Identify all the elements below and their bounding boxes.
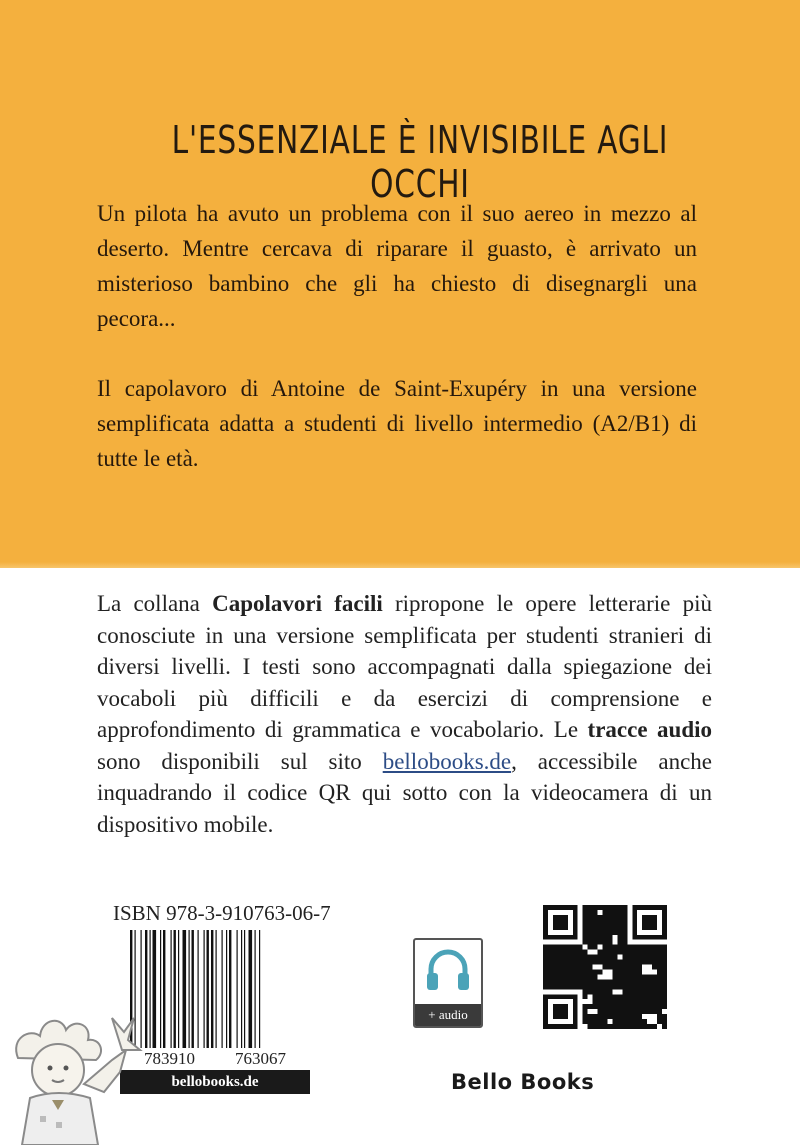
barcode-digits-right: 763067 — [235, 1049, 286, 1068]
synopsis-paragraph: Un pilota ha avuto un problema con il suo aereo in mezzo al deserto. Mentre cercava di riparare il guasto, è arrivato un misterioso bambino che gli ha chiesto di disegnargli una pecora... — [97, 201, 697, 331]
audio-badge — [413, 938, 483, 1028]
series-text-end: , accessibile anche inquadrando il codice QR qui sotto con la videocamera di un dispositivo mobile. — [97, 748, 712, 837]
edition-description-paragraph: Il capolavoro di Antoine de Saint-Exupéry in una versione semplificata adatta a studenti di livello intermedio (A2/B1) di tutte le età. — [97, 376, 697, 471]
audio-tracks-emphasis: tracce audio — [587, 717, 712, 742]
series-text-mid: ripropone le opere letterarie più conosciute in una versione semplificata per studenti stranieri di diversi livelli. I testi sono accompagnati dalla spiegazione dei vocaboli più difficili e da esercizi di comprensione e approfondimento di grammatica e vocabolario. Le — [97, 591, 712, 742]
barcode-site-label: bellobooks.de — [120, 1070, 310, 1094]
audio-badge-label: + audio — [415, 1004, 481, 1026]
series-text-site: sono disponibili sul sito — [97, 748, 383, 774]
isbn-number: ISBN 978-3-910763-06-7 — [113, 901, 331, 925]
headphones-icon — [425, 949, 471, 993]
series-description — [97, 588, 712, 840]
series-intro: La collana — [97, 591, 213, 616]
barcode-digits-left: 783910 — [144, 1049, 195, 1068]
qr-code[interactable] — [543, 905, 667, 1029]
website-link[interactable]: bellobooks.de — [382, 748, 512, 774]
isbn-barcode — [128, 930, 311, 1048]
publisher-logo: Bello Books — [451, 1070, 595, 1094]
series-name: Capolavori facili — [212, 591, 383, 616]
back-cover-headline: L'ESSENZIALE È INVISIBILE AGLI OCCHI — [171, 118, 669, 206]
little-prince-illustration — [0, 988, 150, 1145]
